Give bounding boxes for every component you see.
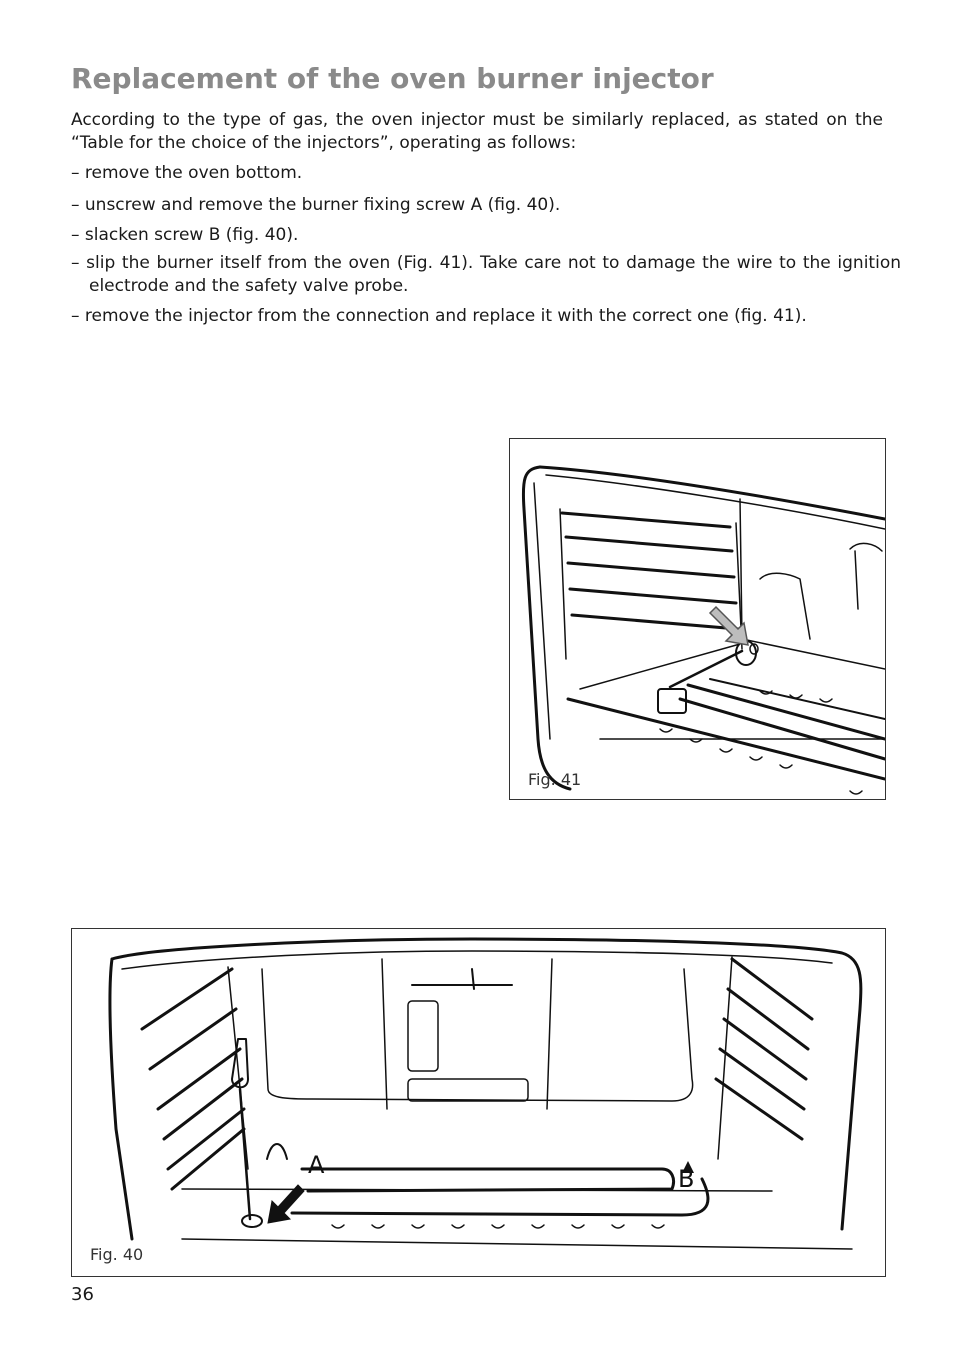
step-remove-bottom: – remove the oven bottom. — [71, 163, 303, 183]
figure-41-caption: Fig. 41 — [528, 770, 582, 789]
arrow-icon — [268, 1185, 304, 1223]
oven-burner-illustration-41 — [510, 439, 885, 799]
callout-a: A — [308, 1151, 325, 1179]
step-slacken-screw-b: – slacken screw B (fig. 40). — [71, 225, 299, 245]
oven-cavity-illustration-40 — [72, 929, 885, 1276]
callout-b: B — [678, 1165, 695, 1193]
step-replace-injector: – remove the injector from the connection and replace it with the correct one (fig. 41). — [71, 306, 807, 326]
step-unscrew-screw-a: – unscrew and remove the burner fixing screw A (fig. 40). — [71, 195, 561, 215]
page-number: 36 — [71, 1284, 94, 1305]
page-title: Replacement of the oven burner injector — [71, 62, 714, 95]
figure-40 — [71, 928, 886, 1277]
intro-paragraph: According to the type of gas, the oven injector must be similarly replaced, as stated on the “Table for the choice of the injectors”, operating as follows: — [71, 110, 883, 153]
figure-40-caption: Fig. 40 — [90, 1245, 144, 1264]
figure-41 — [509, 438, 886, 800]
step-slip-burner: – slip the burner itself from the oven (Fig. 41). Take care not to damage the wire to the ignition electrode and the safety valve probe. — [71, 253, 901, 296]
